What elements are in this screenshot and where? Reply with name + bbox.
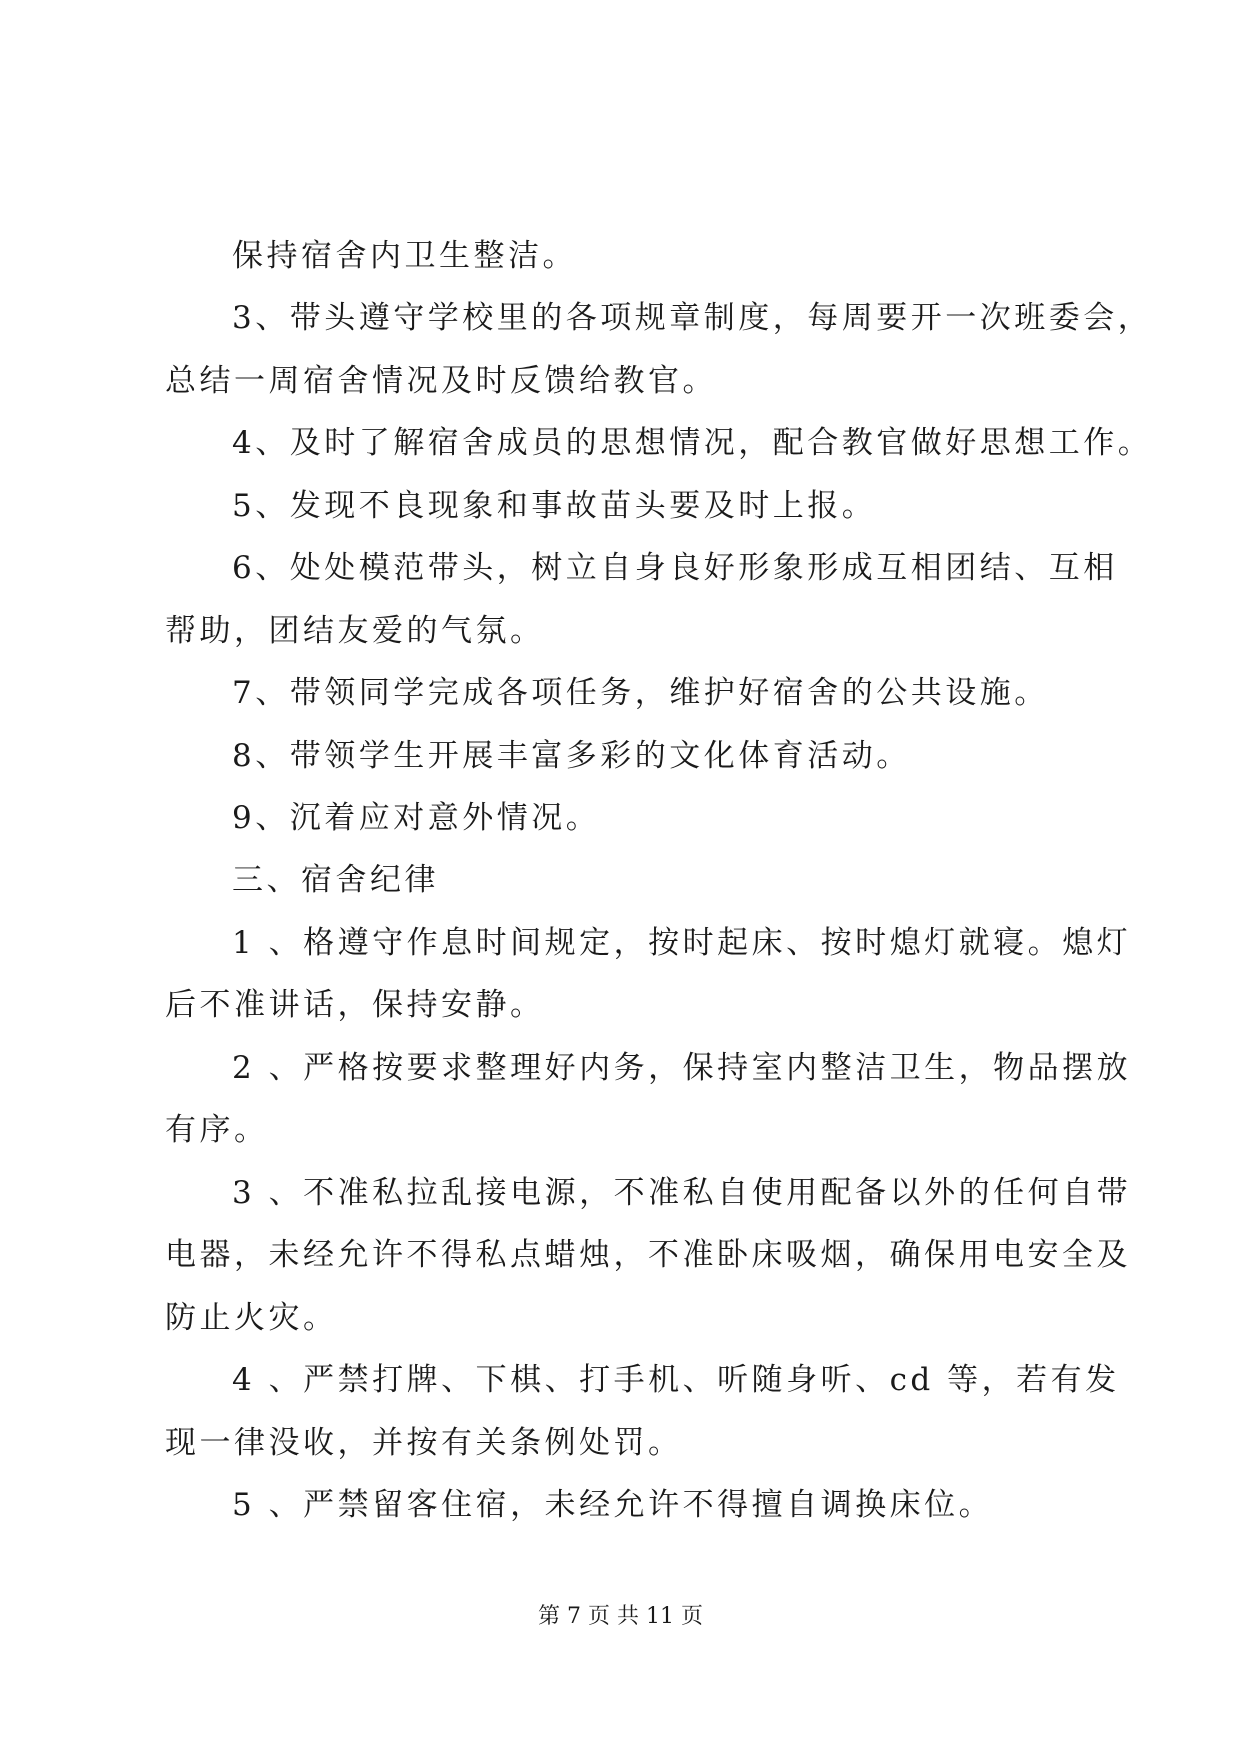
text-line: 3 、不准私拉乱接电源，不准私自使用配备以外的任何自带 bbox=[232, 1175, 1132, 1211]
text-line: 电器，未经允许不得私点蜡烛，不准卧床吸烟，确保用电安全及 bbox=[165, 1237, 1131, 1273]
page-number-footer: 第 7 页 共 11 页 bbox=[538, 1604, 703, 1629]
text-line: 6、处处模范带头，树立自身良好形象形成互相团结、互相 bbox=[232, 550, 1118, 586]
text-line: 总结一周宿舍情况及时反馈给教官。 bbox=[165, 363, 717, 399]
text-line: 现一律没收，并按有关条例处罚。 bbox=[165, 1425, 683, 1461]
text-line: 2 、严格按要求整理好内务，保持室内整洁卫生，物品摆放 bbox=[232, 1050, 1132, 1086]
text-line: 9、沉着应对意外情况。 bbox=[232, 800, 601, 836]
text-line: 7、带领同学完成各项任务，维护好宿舍的公共设施。 bbox=[232, 675, 1049, 711]
text-line: 8、带领学生开展丰富多彩的文化体育活动。 bbox=[232, 738, 911, 774]
text-line: 5、发现不良现象和事故苗头要及时上报。 bbox=[232, 488, 877, 524]
text-line: 4 、严禁打牌、下棋、打手机、听随身听、cd 等，若有发 bbox=[232, 1362, 1120, 1398]
text-line: 保持宿舍内卫生整洁。 bbox=[232, 238, 577, 274]
text-line: 4、及时了解宿舍成员的思想情况，配合教官做好思想工作。 bbox=[232, 425, 1153, 461]
text-line: 5 、严禁留客住宿，未经允许不得擅自调换床位。 bbox=[232, 1487, 994, 1523]
section-heading: 三、宿舍纪律 bbox=[232, 862, 439, 898]
text-line: 后不准讲话，保持安静。 bbox=[165, 987, 545, 1023]
text-line: 帮助，团结友爱的气氛。 bbox=[165, 613, 545, 649]
text-line: 有序。 bbox=[165, 1112, 269, 1148]
text-line: 防止火灾。 bbox=[165, 1300, 338, 1336]
text-line: 3、带头遵守学校里的各项规章制度，每周要开一次班委会， bbox=[232, 300, 1153, 336]
text-line: 1 、格遵守作息时间规定，按时起床、按时熄灯就寝。熄灯 bbox=[232, 925, 1132, 961]
